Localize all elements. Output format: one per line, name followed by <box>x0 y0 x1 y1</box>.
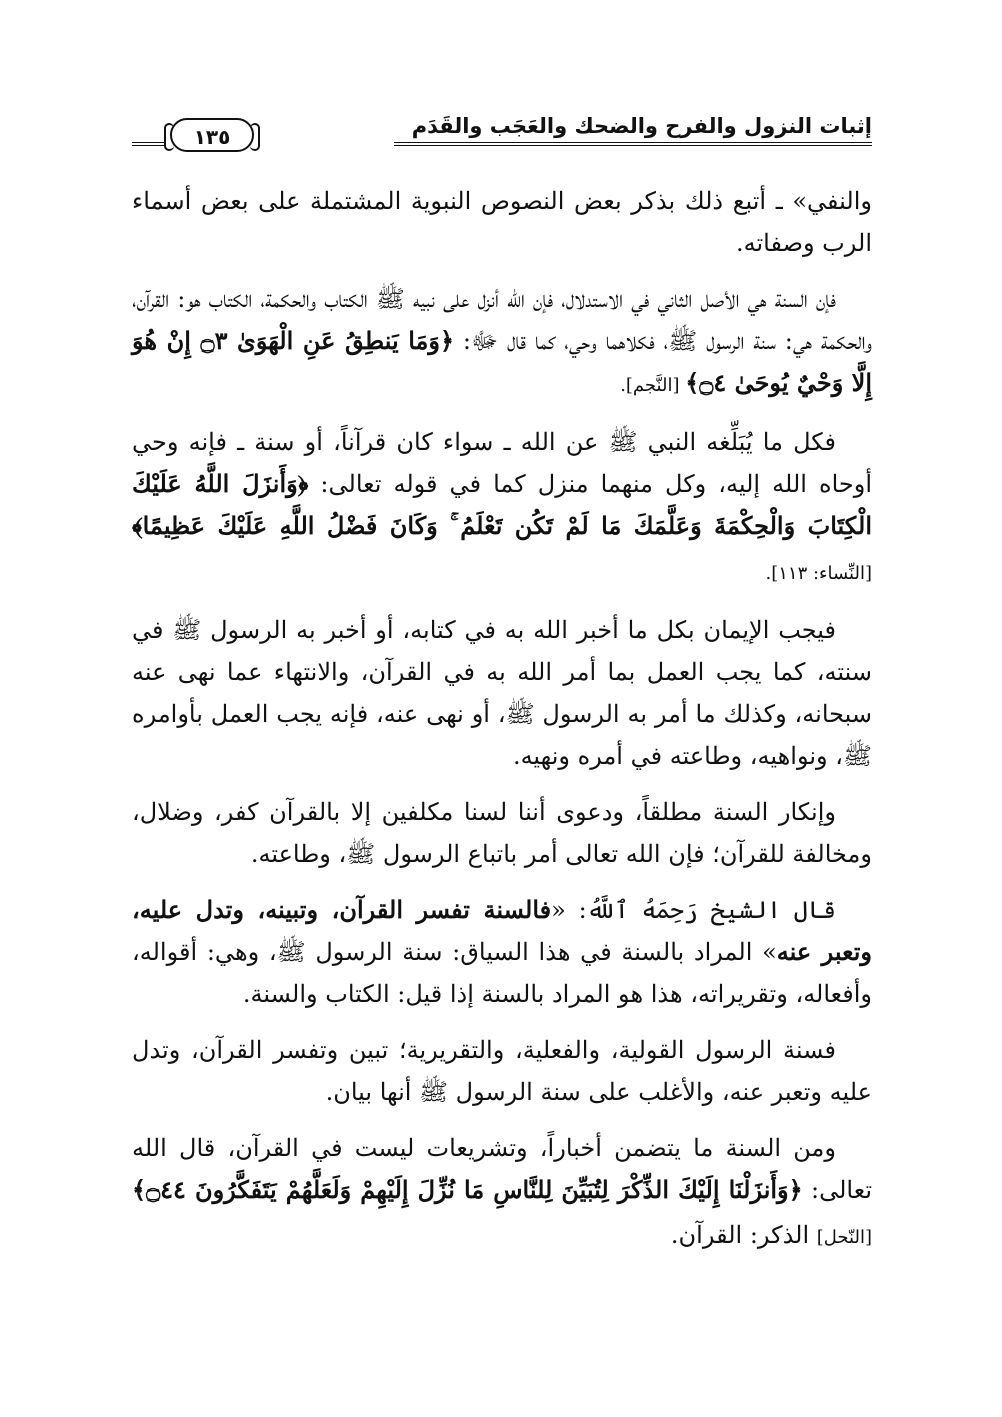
surah-reference: [النَّجم]. <box>620 375 686 396</box>
paragraph-text: فكل ما يُبَلِّغه النبي ﷺ عن الله ـ سواء كان قرآناً، أو سنة ـ فإنه وحي أوحاه الله إليه، وكل منهما منزل كما في قوله تعالى: <box>132 428 872 498</box>
paragraph-text: ومن السنة ما يتضمن أخباراً، وتشريعات ليست في القرآن، قال الله تعالى: <box>132 1134 873 1204</box>
paragraph-text: فسنة الرسول القولية، والفعلية، والتقريرية؛ تبين وتفسر القرآن، وتدل عليه وتعبر عنه، والأغلب على سنة الرسول ﷺ أنها بيان. <box>132 1036 872 1106</box>
header-rule-end <box>132 142 166 146</box>
quran-verse: ﴿وَمَا يَنطِقُ عَنِ الْهَوَىٰ ۝٣ إِنْ هُوَ إِلَّا وَحْيٌ يُوحَىٰ ۝٤﴾ <box>132 326 872 397</box>
paragraph-text: وإنكار السنة مطلقاً، ودعوى أننا لسنا مكلفين إلا بالقرآن كفر، وضلال، ومخالفة للقرآن؛ فإن الله تعالى أمر باتباع الرسول ﷺ، وطاعته. <box>132 798 872 868</box>
paragraph-6 <box>132 889 872 1015</box>
paragraph-text: » المراد بالسنة في هذا السياق: سنة الرسول ﷺ، وهي: أقواله، وأفعاله، وتقريراته، هذا هو المراد بالسنة إذا قيل: الكتاب والسنة. <box>132 938 872 1008</box>
paragraph-4 <box>132 609 872 777</box>
running-title: إثبات النزول والفرح والضحك والعَجَب والقَدَم <box>411 114 872 138</box>
paragraph-text: قال الشيخ رَحِمَهُ ٱللَّهُ: « <box>551 896 836 924</box>
paragraph-8 <box>132 1127 872 1259</box>
paragraph-text: فيجب الإيمان بكل ما أخبر الله به في كتابه، أو أخبر به الرسول ﷺ في سنته، كما يجب العمل بما أمر الله به في القرآن، والانتهاء عما نهى عنه سبحانه، وكذلك ما أمر به الرسول ﷺ، أو نهى عنه، فإنه يجب العمل بأوامره ﷺ، ونواهيه، وطاعته في أمره ونهيه. <box>132 616 872 770</box>
book-page <box>132 108 872 1378</box>
quoted-matn: فالسنة تفسر القرآن، وتبينه، وتدل عليه، وتعبر عنه <box>132 895 872 966</box>
paragraph-text: فإن السنة هي الأصل الثاني في الاستدلال، فإن الله أنزل على نبيه ﷺ الكتاب والحكمة، الكتاب هو: القرآن، والحكمة هي: سنة الرسول ﷺ، فكلاهما وحي، كما قال ﷻ: <box>132 285 872 355</box>
paragraph-2 <box>132 278 872 407</box>
body-text <box>132 180 872 1259</box>
header-rule <box>394 142 872 146</box>
page-number: ١٣٥ <box>170 118 254 152</box>
quran-verse: ﴿وَأَنزَلْنَا إِلَيْكَ الذِّكْرَ لِتُبَيِّنَ لِلنَّاسِ مَا نُزِّلَ إِلَيْهِمْ وَلَعَلَّهُمْ يَتَفَكَّرُونَ ۝٤٤﴾ <box>132 1175 803 1204</box>
quran-verse: ﴿وَأَنزَلَ اللَّهُ عَلَيْكَ الْكِتَابَ وَالْحِكْمَةَ وَعَلَّمَكَ مَا لَمْ تَكُن تَعْلَمُ ۚ وَكَانَ فَضْلُ اللَّهِ عَلَيْكَ عَظِيمًا﴾ <box>132 469 872 540</box>
paragraph-7 <box>132 1029 872 1113</box>
page-header <box>132 108 872 156</box>
surah-reference: [النِّساء: ١١٣]. <box>765 563 872 584</box>
paragraph-1 <box>132 180 872 264</box>
surah-reference: [النّحل] <box>816 1227 872 1248</box>
paragraph-text: والنفي» ـ أتبع ذلك بذكر بعض النصوص النبوية المشتملة على بعض أسماء الرب وصفاته. <box>132 187 872 257</box>
paragraph-3 <box>132 421 872 595</box>
paragraph-text: الذكر: القرآن. <box>670 1221 817 1249</box>
paragraph-5 <box>132 791 872 875</box>
